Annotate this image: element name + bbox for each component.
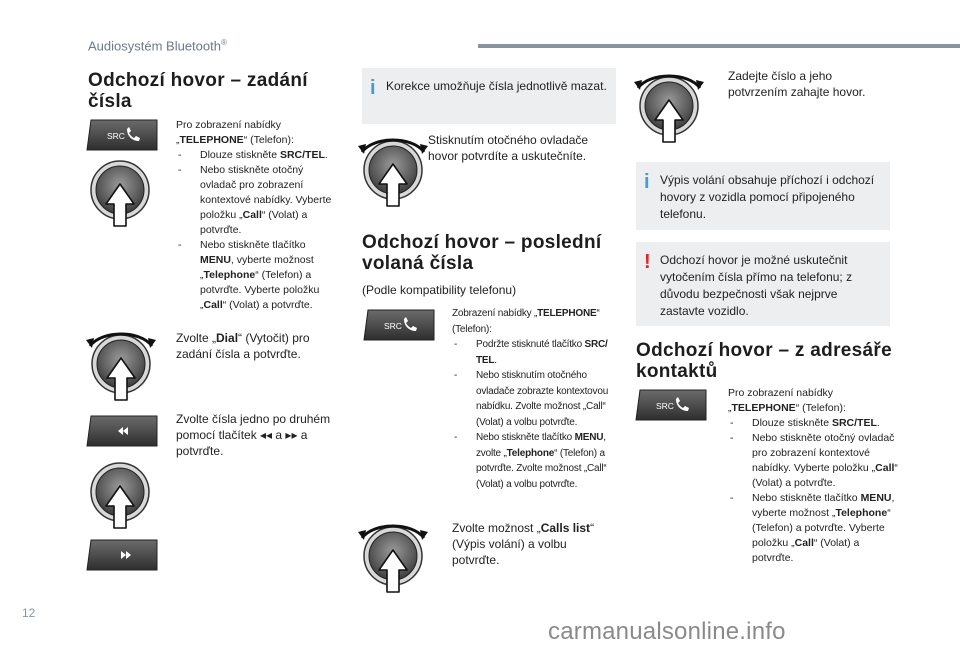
- list-item: - Podržte stisknuté tlačítko SRC/ TEL.: [454, 339, 608, 366]
- rotary-knob-icon: [356, 516, 430, 596]
- rotary-knob-icon: [84, 324, 158, 404]
- calls-list-text: Zvolte možnost „Calls list“ (Výpis volání) a volbu potvrďte.: [452, 521, 595, 567]
- list-item: - Dlouze stiskněte SRC/TEL.: [730, 417, 880, 429]
- next-button-icon: [85, 538, 161, 572]
- list-item: - Nebo stiskněte tlačítko MENU, zvolte „Telephone“ (Telefon) a potvrďte. Zvolte možnost „Call“ (Volat) a volbu potvrďte.: [454, 432, 607, 490]
- src-tel-button-icon: [634, 388, 710, 422]
- info-icon: i: [644, 171, 650, 193]
- src-tel-button-icon: [362, 308, 438, 342]
- rotary-knob-icon: [88, 160, 152, 232]
- section-title: Audiosystém Bluetooth®: [88, 38, 227, 54]
- compatibility-note: (Podle kompatibility telefonu): [362, 283, 517, 297]
- rotary-knob-icon: [356, 130, 430, 210]
- confirm-call-text: Stisknutím otočného ovladače hovor potvrdíte a uskutečníte.: [428, 133, 589, 163]
- warning-box: ! Odchozí hovor je možné uskutečnit vytočením čísla přímo na telefonu; z důvodu bezpečnosti však nejprve zastavte vozidlo.: [636, 242, 890, 326]
- info-box: i Výpis volání obsahuje příchozí i odchozí hovory z vozidla pomocí připojeného telefonu.: [636, 162, 890, 230]
- list-item: - Nebo stiskněte tlačítko MENU, vyberte možnost „Telephone“ (Telefon) a potvrďte. Vyberte položku „Call“ (Volat) a potvrďte.: [178, 239, 320, 311]
- header-bar: [478, 44, 960, 48]
- list-item: - Nebo stiskněte otočný ovladač pro zobrazení kontextové nabídky. Vyberte položku „Call“ (Volat) a potvrďte.: [178, 164, 332, 236]
- rotary-knob-icon: [88, 462, 152, 534]
- contacts-instructions: Pro zobrazení nabídky „TELEPHONE“ (Telefon): - Dlouze stiskněte SRC/TEL. - Nebo stiskněte otočný ovladač pro zobrazení kontextové nabídky. Vyberte položku „Call“ (Volat) a potvrďte. - Nebo stiskněte tlačítko MENU, vyberte možnost „Telephone“ (Telefon) a potvrďte. Vyberte položku „Call“ (Volat) a potvrďte.: [728, 387, 898, 564]
- heading-dial-number: Odchozí hovor – zadání čísla: [88, 70, 308, 112]
- enter-number-text: Zadejte číslo a jeho potvrzením zahajte hovor.: [728, 69, 866, 99]
- dial-instructions: Pro zobrazení nabídky „TELEPHONE“ (Telefon): - Dlouze stiskněte SRC/TEL. - Nebo stiskněte otočný ovladač pro zobrazení kontextové nabídky. Vyberte položku „Call“ (Volat) a potvrďte. - Nebo stiskněte tlačítko MENU, vyberte možnost „Telephone“ (Telefon) a potvrďte. Vyberte položku „Call“ (Volat) a potvrďte.: [176, 118, 340, 313]
- page-number: 12: [22, 606, 36, 620]
- info-box: i Korekce umožňuje čísla jednotlivě mazat.: [362, 68, 616, 124]
- watermark: carmanualsonline.info: [548, 618, 786, 645]
- warning-icon: !: [644, 251, 651, 273]
- digits-select-text: Zvolte čísla jedno po druhém pomocí tlačítek ◂◂ a ▸▸ a potvrďte.: [176, 412, 331, 458]
- heading-contacts: Odchozí hovor – z adresáře kontaktů: [636, 340, 892, 382]
- list-item: - Dlouze stiskněte SRC/TEL.: [178, 149, 328, 161]
- rotary-knob-icon: [632, 66, 706, 146]
- list-item: - Nebo stiskněte tlačítko MENU, vyberte možnost „Telephone“ (Telefon) a potvrďte. Vyberte položku „Call“ (Volat) a potvrďte.: [730, 492, 895, 564]
- recent-calls-instructions: Zobrazení nabídky „TELEPHONE“ (Telefon): - Podržte stisknuté tlačítko SRC/ TEL. - Nebo stisknutím otočného ovladače zobrazte kontextovou nabídku. Zvolte možnost „Call“ (Volat) a volbu potvrďte. - Nebo stiskněte tlačítko MENU, zvolte „Telephone“ (Telefon) a potvrďte. Zvolte možnost „Call“ (Volat) a volbu potvrďte.: [452, 306, 618, 492]
- list-item: - Nebo stiskněte otočný ovladač pro zobrazení kontextové nabídky. Vyberte položku „Call“ (Volat) a potvrďte.: [730, 432, 898, 489]
- src-tel-button-icon: [85, 118, 161, 152]
- previous-button-icon: [85, 414, 161, 448]
- heading-recent-calls: Odchozí hovor – poslední volaná čísla: [362, 232, 602, 274]
- info-icon: i: [370, 77, 376, 99]
- dial-select-text: Zvolte „Dial“ (Vytočit) pro zadání čísla a potvrďte.: [176, 331, 310, 361]
- list-item: - Nebo stisknutím otočného ovladače zobrazte kontextovou nabídku. Zvolte možnost „Call“ (Volat) a volbu potvrďte.: [454, 370, 609, 428]
